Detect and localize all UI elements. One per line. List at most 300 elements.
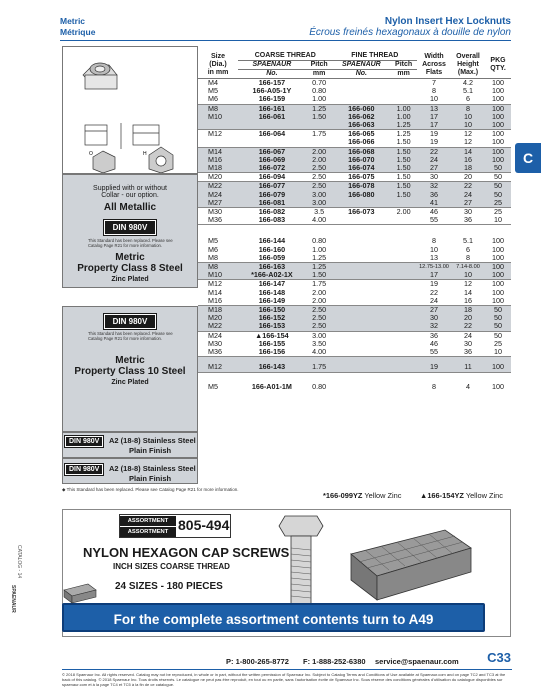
panel-all-metallic [62,174,198,288]
cell-fine-pitch [390,372,417,391]
header-left-en: Metric [60,16,86,26]
cell-fine-part: 166-075 [333,173,391,182]
cell-coarse-part: 166-160 [258,244,286,254]
cell-fine-pitch [390,216,417,225]
cell-pkg-qty: 100 [492,252,504,262]
cell-size: M18 [198,306,238,315]
cell-fine-part [333,348,391,357]
table-header-row-2: SPAENAUR Pitch SPAENAUR Pitch [198,61,511,70]
cell-height: 14 [451,147,485,156]
cell-coarse-part [238,138,306,147]
cell-fine-pitch [390,331,417,340]
cell-height: 5.1 [463,86,473,96]
stainless-label: A2 (18-8) Stainless Steel [109,464,196,473]
cell-pkg-qty: 25 [494,338,502,348]
cell-fine-part [333,306,391,315]
cell-height: 36 [464,347,472,357]
table-row [198,138,511,147]
cell-fine-part [333,87,391,95]
cell-size: M16 [198,156,238,164]
product-image-panel [62,46,198,174]
cell-height: 27 [451,199,485,208]
cell-coarse-pitch: 2.00 [312,287,327,297]
cell-coarse-pitch: 2.00 [306,147,333,156]
cell-coarse-pitch: 2.50 [306,164,333,173]
table-row [198,87,511,95]
cell-fine-part [333,254,391,263]
cell-coarse-part: 166-059 [258,252,286,262]
cell-fine-part [333,340,391,348]
assortment-case-icon [345,524,475,604]
cell-height: 12 [451,130,485,139]
din-badge: DIN 980V [65,464,103,475]
cell-height: 7.14-8.00 [451,263,485,272]
contact-phone[interactable]: P: 1-800-265-8772 [226,657,289,666]
cell-coarse-part: ▲166-154 [238,331,306,340]
cell-coarse-part: 166-156 [258,347,286,357]
cell-coarse-pitch: 0.80 [312,86,327,96]
cell-coarse-part: 166-159 [258,94,286,104]
table-row [198,246,511,254]
cell-pkg-qty: 25 [485,199,511,208]
cell-pkg-qty: 50 [485,306,511,315]
cell-coarse-pitch: 3.00 [306,199,333,208]
cell-fine-pitch [390,79,417,88]
assortment-number: 805-494 [178,517,230,533]
cell-coarse-pitch: 1.75 [306,130,333,139]
cell-fine-part: 166-070 [333,156,391,164]
cell-pkg-qty: 100 [485,263,511,272]
cell-height: 12 [451,280,485,289]
cell-fine-pitch [390,87,417,95]
replaced-note-2: Catalog Page R21 for more information. [88,336,163,341]
cell-fine-part [333,357,391,372]
cell-height: 36 [464,215,472,225]
cell-height: 20 [451,173,485,182]
cell-fine-part [333,322,391,331]
cell-width: 13 [417,104,451,113]
cell-pkg-qty: 100 [485,130,511,139]
footnote: ◆ This Standard has been replaced. Please see Catalog Page R21 for more information. [62,487,239,492]
cell-pkg-qty: 100 [492,287,504,297]
cell-pkg-qty: 100 [485,357,511,372]
cell-size: M5 [198,372,238,391]
cell-fine-part [333,95,391,104]
cell-coarse-part: 166-083 [258,215,286,225]
cell-pkg-qty: 100 [492,86,504,96]
panel-zinc-label: Zinc Plated [111,379,149,386]
cell-width: 55 [430,347,438,357]
cell-coarse-pitch: 4.00 [312,215,327,225]
cell-size: M10 [198,113,238,121]
cell-pkg-qty: 100 [485,271,511,280]
table-row [198,225,511,246]
cell-pkg-qty: 10 [494,347,502,357]
cell-width: 41 [417,199,451,208]
cell-size [198,138,238,147]
cell-pkg-qty: 100 [485,280,511,289]
cell-pkg-qty: 50 [485,164,511,173]
panel-metric-label: Metric [115,252,145,263]
assortment-badge-top: ASSORTMENT [120,516,176,526]
cell-coarse-part: 166-082 [238,208,306,217]
cell-height: 10 [451,121,485,130]
table-row [198,357,511,372]
cell-coarse-part: 166-077 [238,182,306,191]
cell-coarse-part: 166-149 [258,295,286,305]
din-badge: DIN 980V [104,220,157,235]
cell-size: M12 [198,357,238,372]
section-tab[interactable]: C [515,143,541,173]
small-case-icon [62,582,98,604]
cell-coarse-part: 166-069 [238,156,306,164]
cell-fine-part [333,216,391,225]
cell-coarse-pitch: 3.00 [306,331,333,340]
cell-coarse-pitch: 0.80 [306,225,333,246]
cell-pkg-qty: 50 [485,191,511,199]
cell-coarse-part: 166-147 [238,280,306,289]
cell-coarse-pitch: 2.50 [306,182,333,191]
cell-fine-part: 166-060 [333,104,391,113]
panel-class8-label: Property Class 8 Steel [77,263,183,274]
cell-fine-part [333,297,391,306]
cell-fine-pitch [390,322,417,331]
cell-fine-pitch [390,254,417,263]
cell-coarse-part: 166-143 [238,357,306,372]
cell-width: 13 [430,252,438,262]
table-row [198,322,511,331]
cell-fine-part [333,372,391,391]
svg-text:O: O [89,151,93,157]
cell-width: 17 [417,121,451,130]
cell-size: M24 [198,331,238,340]
cell-pkg-qty: 100 [485,147,511,156]
cell-fine-pitch: 1.50 [390,182,417,191]
cell-size: M22 [198,322,238,331]
cell-coarse-part: 166-148 [258,287,286,297]
cell-pkg-qty: 50 [485,314,511,322]
cell-coarse-part: 166-064 [238,130,306,139]
cell-pkg-qty: 100 [492,94,504,104]
cell-size: M8 [208,252,218,262]
replaced-note-2: Catalog Page R21 for more information. [88,243,163,248]
cell-height: 18 [451,164,485,173]
locknut-drawings-icon [63,47,197,173]
cell-coarse-part: 166-094 [238,173,306,182]
panel-stainless-2 [62,458,198,484]
cell-fine-pitch: 1.00 [390,104,417,113]
cell-size: M10 [198,271,238,280]
cell-height: 30 [451,208,485,217]
cell-size: M16 [208,295,222,305]
cell-width: 27 [417,306,451,315]
cell-height: 14 [464,287,472,297]
plain-finish-label: Plain Finish [129,446,172,455]
cell-fine-part: 166-078 [333,182,391,191]
replaced-note-1: This Standard has been replaced. Please see [88,238,173,243]
cell-fine-part: 166-074 [333,164,391,173]
cell-height: 10 [451,271,485,280]
cell-fine-pitch [390,348,417,357]
cell-width: 32 [417,182,451,191]
cell-size: M4 [208,78,218,87]
cell-fine-pitch: 1.50 [396,137,411,147]
cell-pkg-qty: 100 [485,121,511,130]
cell-height: 10 [451,113,485,121]
cell-height: 8 [466,252,470,262]
cell-size: M14 [198,147,238,156]
col-coarse: COARSE THREAD [238,52,333,61]
cell-fine-part: 166-080 [333,191,391,199]
cell-fine-pitch: 1.50 [390,147,417,156]
cell-coarse-part: 166-A01-1M [238,372,306,391]
cell-height: 18 [451,306,485,315]
cell-height: 24 [451,331,485,340]
cell-fine-pitch: 1.50 [390,191,417,199]
cell-size: M20 [198,173,238,182]
header-row-fr [60,27,511,37]
cell-coarse-part: 166-081 [238,199,306,208]
assortment-subtitle: INCH SIZES COARSE THREAD [113,562,230,571]
cell-height: 24 [451,191,485,199]
cell-height: 4 [451,372,485,391]
cell-coarse-pitch: 1.00 [312,244,327,254]
cell-pkg-qty: 100 [492,137,504,147]
cell-pkg-qty: 100 [485,372,511,391]
cell-fine-pitch [390,280,417,289]
cell-coarse-part: 166-079 [238,191,306,199]
cell-height: 16 [451,156,485,164]
table-header-row-3: No. mm No. mm [198,70,511,79]
page-title: Nylon Insert Hex Locknuts [384,16,511,27]
cell-size: M8 [198,263,238,272]
cell-fine-pitch: 1.50 [390,173,417,182]
panel-metric-label: Metric [115,355,145,366]
cell-fine-part: 166-062 [333,113,391,121]
table-row [198,254,511,263]
cell-size: M6 [208,94,218,104]
cell-width: 19 [417,357,451,372]
cell-fine-part [333,314,391,322]
cell-fine-pitch [390,263,417,272]
cell-coarse-pitch: 4.00 [312,347,327,357]
table-row [198,216,511,225]
cell-coarse-pitch: 2.50 [306,322,333,331]
cell-width: 36 [417,191,451,199]
header-left-fr: Métrique [60,27,96,37]
panel-stainless-1 [62,432,198,458]
cell-width: 19 [430,137,438,147]
cell-fine-part [333,331,391,340]
cell-height: 4.2 [463,78,473,87]
cell-pkg-qty: 50 [485,173,511,182]
stainless-label: A2 (18-8) Stainless Steel [109,436,196,445]
table-row [198,95,511,104]
cell-height: 20 [451,314,485,322]
cell-size: M30 [198,208,238,217]
cell-size: M20 [198,314,238,322]
cell-coarse-part: 166-163 [238,263,306,272]
cell-width: 19 [417,280,451,289]
cell-pkg-qty: 100 [485,156,511,164]
cell-size: M22 [198,182,238,191]
cell-coarse-pitch: 1.00 [312,94,327,104]
cell-coarse-pitch: 3.00 [306,191,333,199]
cell-coarse-part: 166-067 [238,147,306,156]
cell-width: 55 [430,215,438,225]
cell-fine-pitch [390,271,417,280]
col-width: Width Across Flats [417,52,451,79]
cell-size: M14 [208,287,222,297]
cell-coarse-part: 166-161 [238,104,306,113]
cell-coarse-part: 166-152 [238,314,306,322]
panel-zinc-label: Zinc Plated [111,276,149,283]
col-pkg: PKG QTY. [485,52,511,79]
cell-fine-pitch [390,340,417,348]
cell-size: M6 [208,244,218,254]
cell-height: 5.1 [451,225,485,246]
cell-coarse-part: 166-153 [238,322,306,331]
cell-fine-part [333,271,391,280]
cell-pkg-qty: 10 [494,215,502,225]
replaced-note-1: This Standard has been replaced. Please see [88,331,173,336]
cell-pkg-qty: 100 [492,295,504,305]
assortment-banner-link[interactable]: For the complete assortment contents turn to A49 [62,603,485,632]
cell-size: M18 [198,164,238,173]
assortment-badge [119,514,231,538]
cell-size: M5 [198,225,238,246]
cell-coarse-part: 166-A05-1Y [252,86,292,96]
alt-part-2: ▲166-154YZ Yellow Zinc [420,491,503,500]
cell-coarse-pitch: 2.50 [306,314,333,322]
cell-coarse-part: *166-A02-1X [238,271,306,280]
assortment-badge-bottom: ASSORTMENT [120,527,176,537]
cell-width: 8 [417,372,451,391]
cell-fine-pitch [390,314,417,322]
cell-fine-pitch [390,95,417,104]
panel-note-2: Collar - our option. [101,192,159,199]
cell-width: 17 [417,271,451,280]
cell-pkg-qty: 100 [485,113,511,121]
cell-height: 30 [464,338,472,348]
cell-width: 8 [432,86,436,96]
cell-fine-part [333,289,391,297]
cell-fine-pitch: 1.50 [390,156,417,164]
cell-fine-pitch: 1.50 [390,164,417,173]
cell-width: 27 [417,164,451,173]
cell-width: 36 [417,331,451,340]
cell-fine-part: 166-063 [333,121,391,130]
cell-size: M12 [198,280,238,289]
cell-coarse-pitch: 1.50 [306,271,333,280]
cell-fine-pitch [390,357,417,372]
cell-fine-part [333,79,391,88]
cell-width: 30 [417,314,451,322]
cell-coarse-pitch: 0.80 [306,372,333,391]
cell-fine-pitch [390,225,417,246]
cell-size: M36 [208,347,222,357]
cell-height: 22 [451,182,485,191]
cell-fine-pitch [390,306,417,315]
cell-fine-part: 166-065 [333,130,391,139]
cell-coarse-part: 166-061 [238,113,306,121]
cell-height: 8 [451,104,485,113]
cell-pkg-qty: 100 [492,244,504,254]
cell-width: 10 [430,94,438,104]
header-row-en [60,16,511,26]
contact-email[interactable]: service@spaenaur.com [375,657,459,666]
alt-part-1: *166-099YZ Yellow Zinc [323,491,402,500]
cell-coarse-pitch: 1.75 [306,357,333,372]
din-badge: DIN 980V [65,436,103,447]
cell-coarse-pitch: 2.50 [306,306,333,315]
cell-coarse-pitch: 3.50 [312,338,327,348]
cell-height: 6 [466,244,470,254]
cell-coarse-pitch: 1.25 [306,104,333,113]
cell-fine-pitch: 1.25 [390,121,417,130]
din-badge: DIN 980V [104,314,157,329]
cell-pkg-qty: 100 [485,225,511,246]
cell-pkg-qty: 25 [485,208,511,217]
cell-pkg-qty: 50 [485,322,511,331]
cell-fine-pitch [390,297,417,306]
cell-coarse-pitch: 1.25 [306,263,333,272]
col-fine: FINE THREAD [333,52,417,61]
col-size: Size (Dia.) in mm [198,52,238,79]
cell-pkg-qty: 50 [485,331,511,340]
cell-coarse-pitch [306,138,333,147]
cell-height: 11 [451,357,485,372]
cell-fine-part: 166-068 [333,147,391,156]
svg-text:H: H [143,151,147,157]
cell-coarse-part: 166-144 [238,225,306,246]
cell-width: 30 [417,173,451,182]
cell-width: 7 [432,78,436,87]
cell-height: 12 [464,137,472,147]
cell-width: 22 [430,287,438,297]
plain-finish-label: Plain Finish [129,474,172,483]
table-row [198,348,511,357]
cell-pkg-qty: 50 [485,182,511,191]
cell-coarse-part: 166-157 [258,78,286,87]
cell-width: 10 [430,244,438,254]
header-rule [60,40,511,41]
table-row [198,372,511,391]
cell-size: M24 [198,191,238,199]
panel-note-1: Supplied with or without [93,185,167,192]
cell-fine-part: 166-066 [348,137,375,147]
cap-screw-icon [271,514,331,606]
cell-fine-pitch: 1.00 [390,113,417,121]
cell-fine-part: 166-073 [333,208,391,217]
sidebar-logo: SPAENAUR [10,585,16,613]
cell-fine-part [333,263,391,272]
cell-pkg-qty: 100 [492,78,504,87]
cell-size: M8 [198,104,238,113]
cell-coarse-part: 166-150 [238,306,306,315]
cell-width: 24 [417,156,451,164]
cell-width: 46 [417,208,451,217]
panel-all-metallic-title: All Metallic [103,202,157,213]
table-header-row-1 [198,52,511,61]
cell-size: M36 [208,215,222,225]
cell-width: 17 [417,113,451,121]
cell-size: M12 [198,130,238,139]
assortment-title: NYLON HEXAGON CAP SCREWS [83,545,290,560]
spec-table [198,52,511,391]
contact-fax[interactable]: F: 1-888-252-6380 [303,657,366,666]
cell-fine-pitch: 1.25 [390,130,417,139]
